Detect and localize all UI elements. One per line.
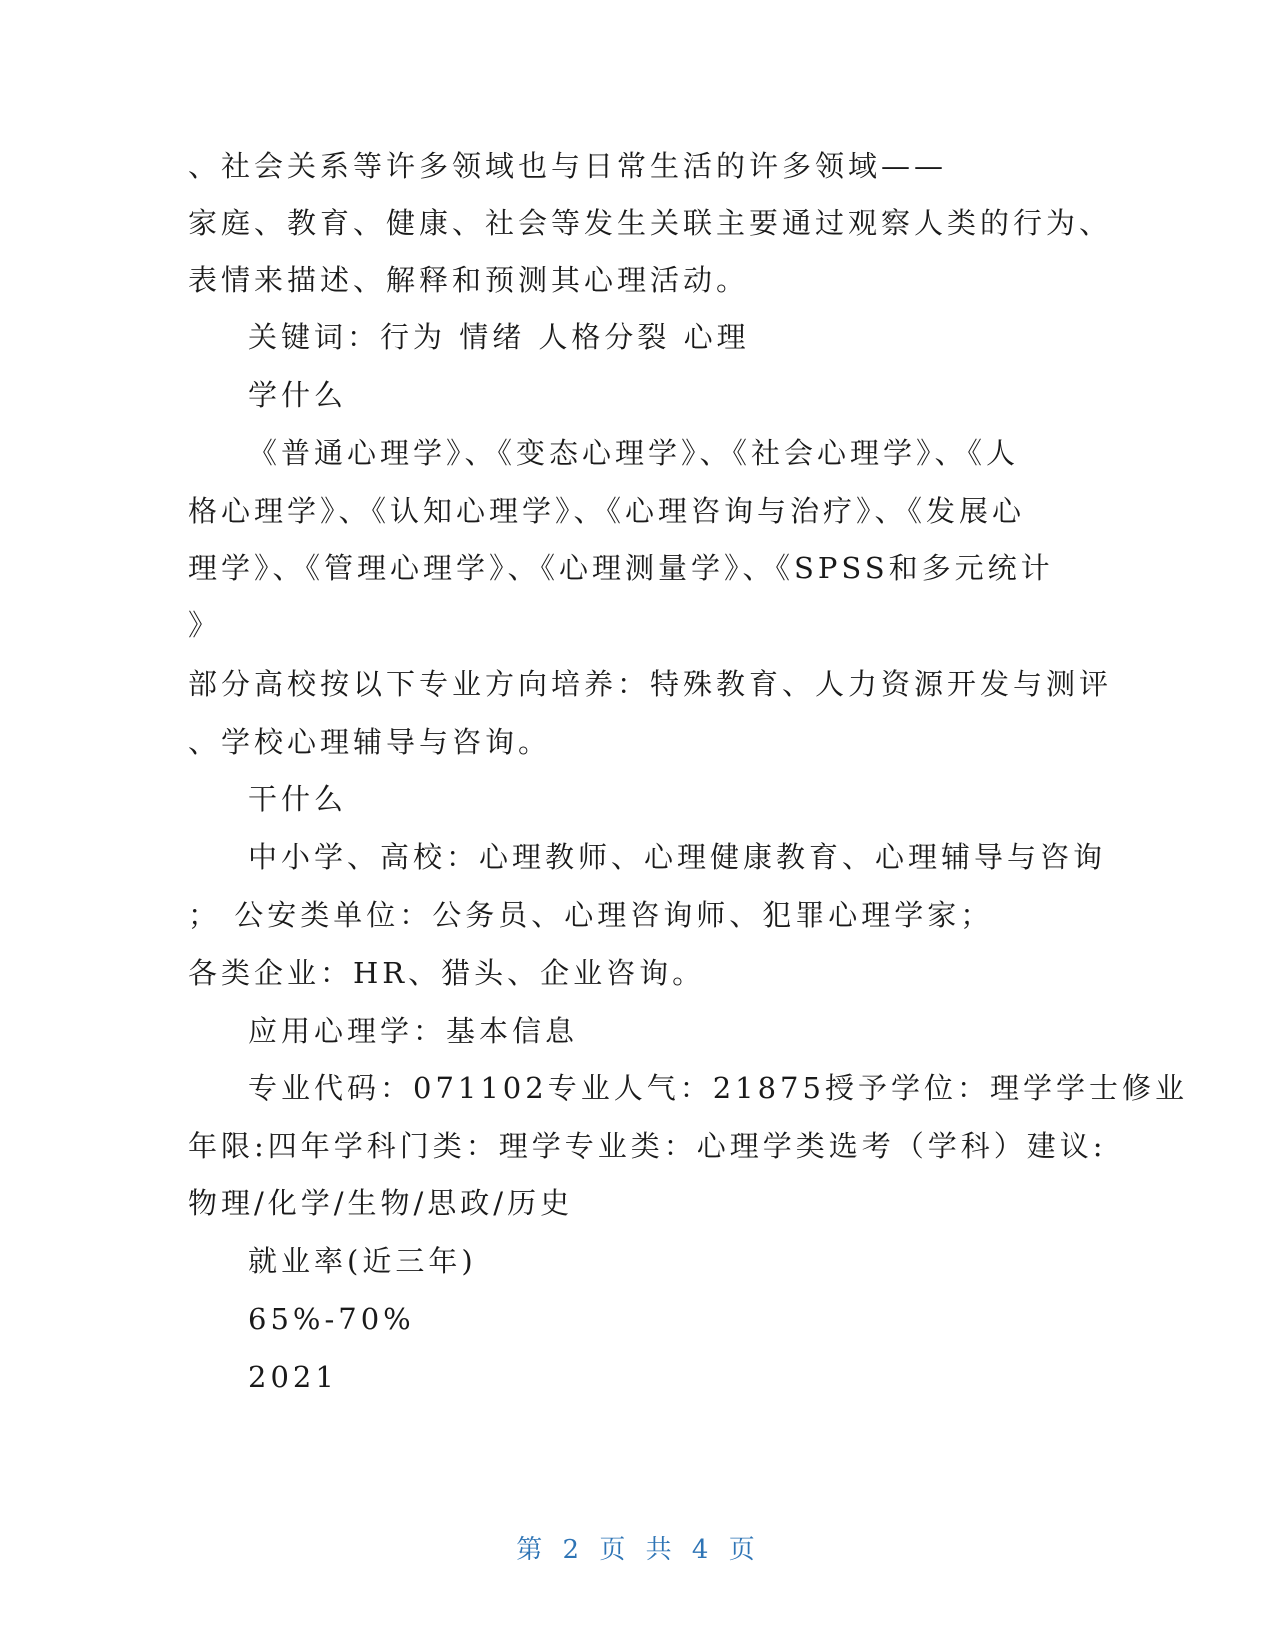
footer-page-unit: 页 xyxy=(599,1535,630,1565)
text-line: 《普通心理学》、《变态心理学》、《社会心理学》、《人 xyxy=(248,436,1020,470)
text-line: 家庭、教育、健康、社会等发生关联主要通过观察人类的行为、 xyxy=(188,206,1113,240)
employment-rate-label: 就业率(近三年) xyxy=(248,1244,477,1278)
section-heading-what-to-learn: 学什么 xyxy=(248,378,348,412)
text-line: 、社会关系等许多领域也与日常生活的许多领域—— xyxy=(188,149,948,183)
section-heading-what-to-do: 干什么 xyxy=(248,782,348,816)
text-line: 》 xyxy=(188,608,222,642)
text-line: 、学校心理辅导与咨询。 xyxy=(188,725,552,759)
footer-total-prefix: 共 xyxy=(645,1535,676,1565)
page-footer xyxy=(0,1532,1275,1568)
text-line: 理学》、《管理心理学》、《心理测量学》、《SPSS和多元统计 xyxy=(188,551,1054,585)
footer-current-page: 2 xyxy=(562,1535,584,1565)
text-line: 年限:四年学科门类：理学专业类：心理学类选考（学科）建议: xyxy=(188,1129,1107,1163)
keywords-line: 关键词：行为 情绪 人格分裂 心理 xyxy=(248,320,750,354)
footer-total-pages: 4 xyxy=(691,1535,713,1565)
text-line: 物理/化学/生物/思政/历史 xyxy=(188,1186,574,1220)
footer-total-unit: 页 xyxy=(728,1535,759,1565)
text-line: 专业代码：071102专业人气：21875授予学位：理学学士修业 xyxy=(248,1071,1188,1105)
employment-rate-value: 65%-70% xyxy=(248,1302,415,1336)
text-line: 中小学、高校：心理教师、心理健康教育、心理辅导与咨询 xyxy=(248,840,1107,874)
text-line: ； 公安类单位：公务员、心理咨询师、犯罪心理学家； xyxy=(188,898,994,932)
text-line: 格心理学》、《认知心理学》、《心理咨询与治疗》、《发展心 xyxy=(188,494,1026,528)
section-heading-basic-info: 应用心理学：基本信息 xyxy=(248,1014,579,1048)
text-line: 各类企业：HR、猎头、企业咨询。 xyxy=(188,956,706,990)
footer-prefix: 第 xyxy=(516,1535,547,1565)
text-line: 部分高校按以下专业方向培养：特殊教育、人力资源开发与测评 xyxy=(188,667,1113,701)
year-text: 2021 xyxy=(248,1360,338,1394)
text-line: 表情来描述、解释和预测其心理活动。 xyxy=(188,263,750,297)
